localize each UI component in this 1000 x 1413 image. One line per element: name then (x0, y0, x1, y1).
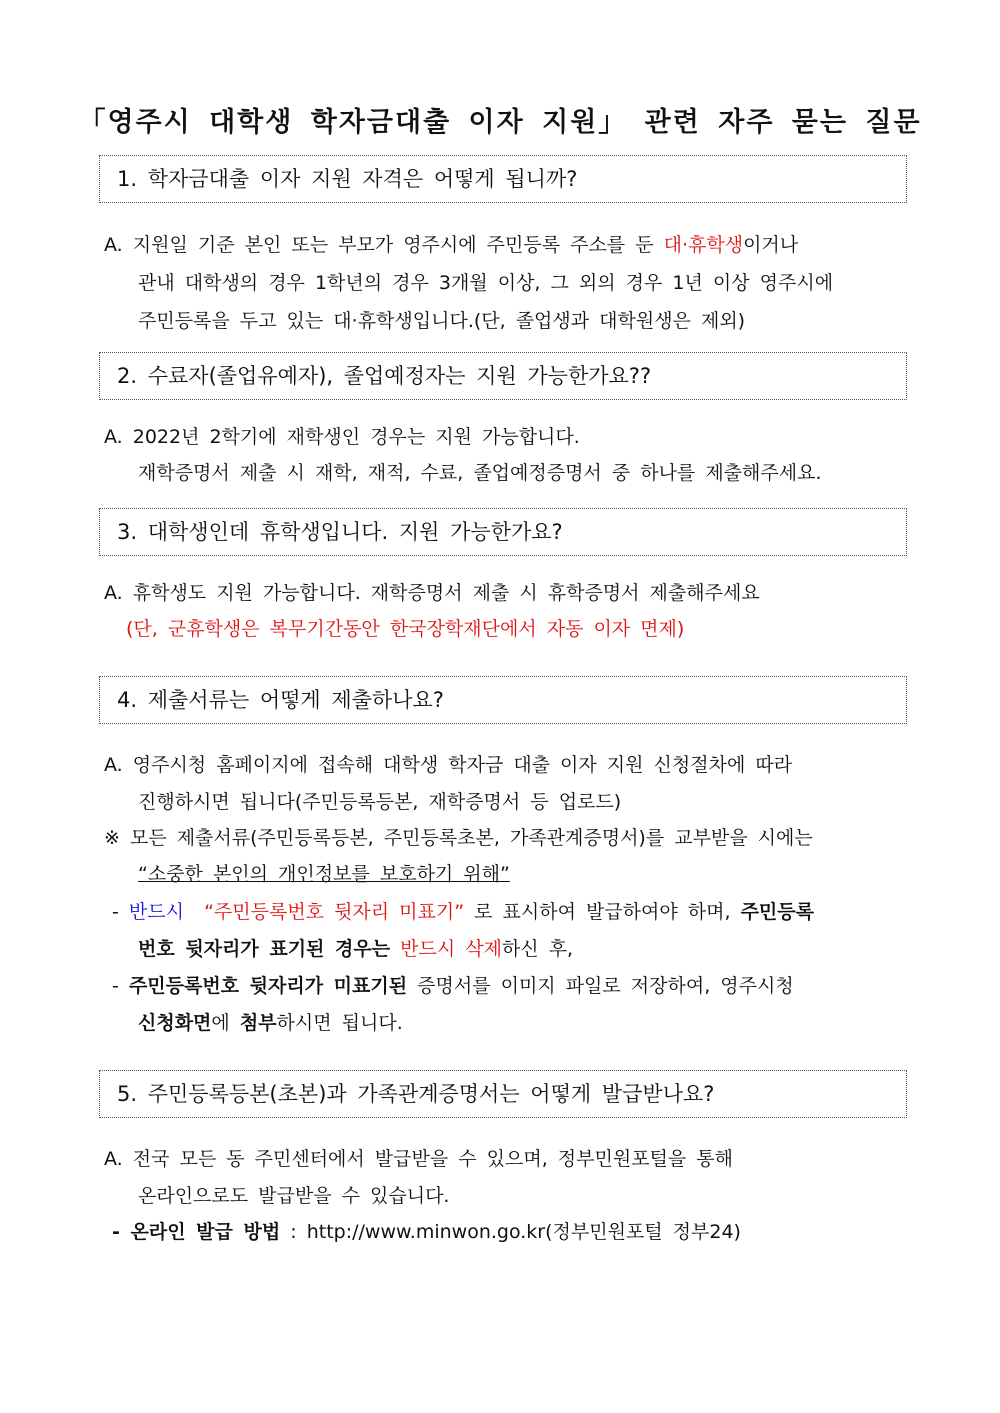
dash: - (112, 901, 129, 923)
no-id-back-digits-text: “주민등록번호 뒷자리 미표기” (204, 901, 465, 923)
answer-1-highlight: 대·휴학생 (663, 234, 744, 256)
question-5-text: 5. 주민등록등본(초본)과 가족관계증명서는 어떻게 발급받나요? (117, 1082, 715, 1106)
answer-5-line-3 (112, 1217, 741, 1244)
answer-1-line-3: 주민등록을 두고 있는 대·휴학생입니다.(단, 졸업생과 대학원생은 제외) (138, 310, 746, 332)
online-method-label: - 온라인 발급 방법 (112, 1221, 281, 1243)
apply-screen-text: 신청화면 (138, 1012, 212, 1034)
question-1-box (99, 155, 907, 203)
answer-4-line-1: A. 영주시청 홈페이지에 접속해 대학생 학자금 대출 이자 지원 신청절차에 따라 (104, 754, 793, 776)
answer-3-note: (단, 군휴학생은 복무기간동안 한국장학재단에서 자동 이자 면제) (126, 618, 685, 640)
question-5-box (99, 1070, 907, 1118)
answer-4-notice: ※ 모든 제출서류(주민등록등본, 주민등록초본, 가족관계증명서)를 교부받을 시에는 (104, 827, 813, 849)
question-2-text: 2. 수료자(졸업유예자), 졸업예정자는 지원 가능한가요?? (117, 364, 652, 388)
answer-4-line-7-tail: 증명서를 이미지 파일로 저장하여, 영주시청 (407, 975, 794, 997)
answer-4-line-6-bold: 번호 뒷자리가 표기된 경우는 (138, 938, 391, 960)
answer-1-line-1-text: A. 지원일 기준 본인 또는 부모가 영주시에 주민등록 주소를 둔 (104, 234, 664, 256)
answer-1-line-1 (104, 230, 798, 257)
answer-1-line-1-tail: 이거나 (743, 234, 799, 256)
answer-4-line-7-bold: 주민등록번호 뒷자리가 미표기된 (128, 975, 408, 997)
answer-4-line-5-bold: 주민등록 (740, 901, 814, 923)
must-text: 반드시 (128, 901, 184, 923)
document-title: 「영주시 대학생 학자금대출 이자 지원」 관련 자주 묻는 질문 (78, 107, 922, 138)
answer-4-line-8-tail: 하시면 됩니다. (276, 1012, 403, 1034)
answer-2-line-1: A. 2022년 2학기에 재학생인 경우는 지원 가능합니다. (104, 426, 580, 448)
answer-4-line-2: 진행하시면 됩니다(주민등록등본, 재학증명서 등 업로드) (138, 791, 622, 813)
question-3-text: 3. 대학생인데 휴학생입니다. 지원 가능한가요? (117, 520, 563, 544)
answer-3-line-1: A. 휴학생도 지원 가능합니다. 재학증명서 제출 시 휴학증명서 제출해주세요 (104, 582, 760, 604)
question-4-text: 4. 제출서류는 어떻게 제출하나요? (117, 688, 444, 712)
attach-text: 첨부 (239, 1012, 277, 1034)
answer-4-line-5-mid: 로 표시하여 발급하여야 하며, (464, 901, 741, 923)
answer-5-line-1: A. 전국 모든 동 주민센터에서 발급받을 수 있으며, 정부민원포털을 통해 (104, 1148, 734, 1170)
question-3-box (99, 508, 907, 556)
answer-1-line-2: 관내 대학생의 경우 1학년의 경우 3개월 이상, 그 외의 경우 1년 이상 영주시에 (138, 272, 834, 294)
online-method-url[interactable]: : http://www.minwon.go.kr(정부민원포털 정부24) (280, 1221, 741, 1243)
answer-5-line-2: 온라인으로도 발급받을 수 있습니다. (138, 1185, 450, 1207)
question-4-box (99, 676, 907, 724)
answer-4-line-6-tail: 하신 후, (501, 938, 574, 960)
answer-4-line-8-mid: 에 (211, 1012, 240, 1034)
question-1-text: 1. 학자금대출 이자 지원 자격은 어떻게 됩니까? (117, 167, 578, 191)
must-delete-text: 반드시 삭제 (400, 938, 502, 960)
answer-4-privacy-phrase: “소중한 본인의 개인정보를 보호하기 위해” (138, 863, 510, 885)
answer-4-line-5 (112, 897, 814, 924)
dash: - (112, 975, 129, 997)
answer-2-line-2: 재학증명서 제출 시 재학, 재적, 수료, 졸업예정증명서 중 하나를 제출해주세요. (138, 462, 822, 484)
question-2-box (99, 352, 907, 400)
answer-4-line-6 (138, 934, 573, 961)
answer-4-line-7 (112, 971, 794, 998)
answer-4-line-8 (138, 1008, 403, 1035)
